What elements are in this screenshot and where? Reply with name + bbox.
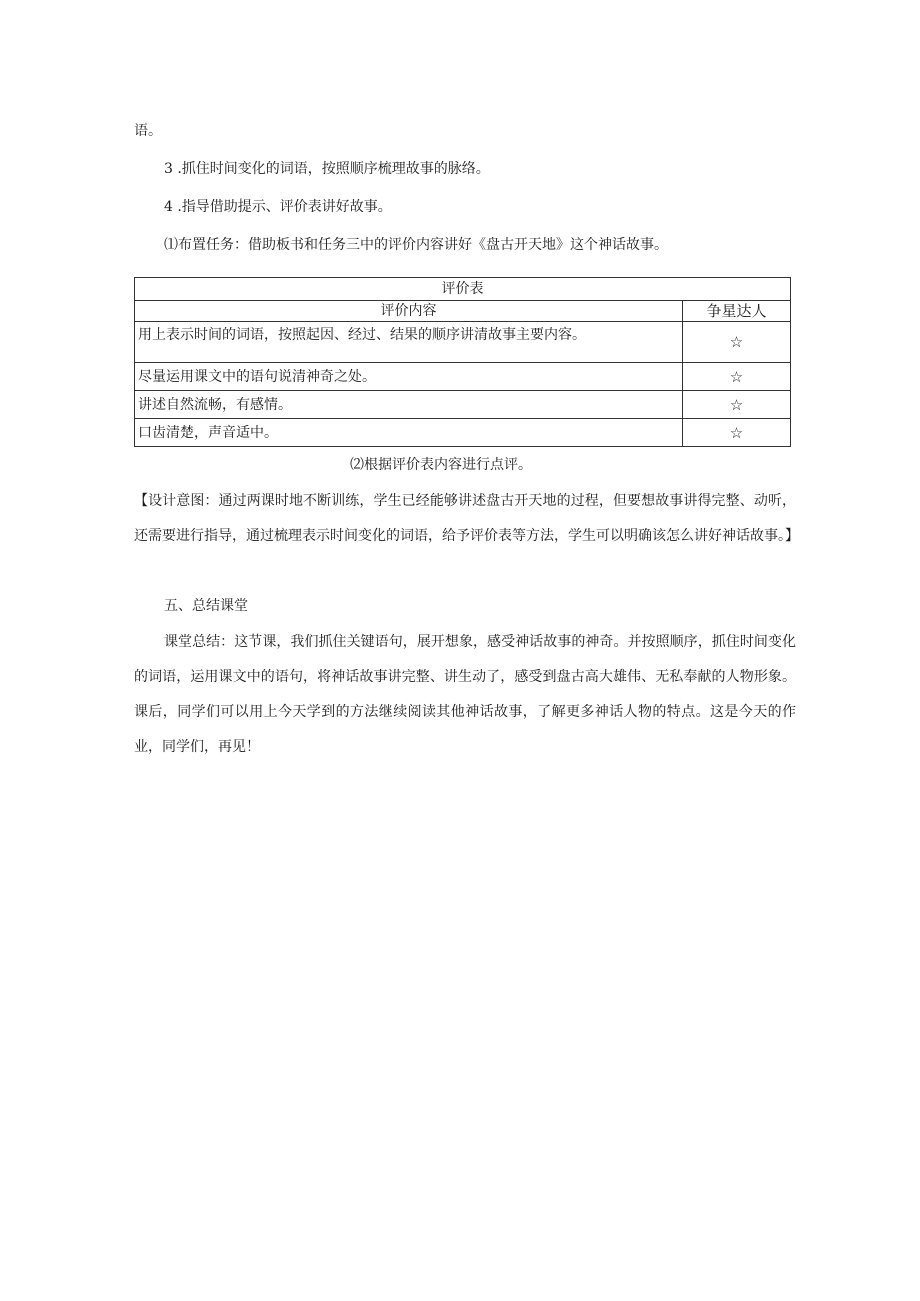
- row-content: 口齿清楚，声音适中。: [135, 419, 683, 447]
- row-content: 用上表示时间的词语，按照起因、经过、结果的顺序讲清故事主要内容。: [135, 322, 683, 363]
- table-title: 评价表: [135, 278, 791, 301]
- star-icon: ☆: [683, 322, 791, 363]
- task-1: ⑴布置任务：借助板书和任务三中的评价内容讲好《盘古开天地》这个神话故事。: [164, 237, 668, 253]
- table-row: [135, 322, 791, 363]
- header-content: 评价内容: [135, 301, 683, 322]
- step-3: 3 .抓住时间变化的词语，按照顺序梳理故事的脉络。: [164, 161, 490, 177]
- header-star: 争星达人: [683, 301, 791, 322]
- star-icon: ☆: [683, 363, 791, 391]
- task-2: ⑵根据评价表内容进行点评。: [350, 457, 532, 473]
- table-row: [135, 363, 791, 391]
- row-content: 讲述自然流畅，有感情。: [135, 391, 683, 419]
- table-row: [135, 419, 791, 447]
- row-content: 尽量运用课文中的语句说清神奇之处。: [135, 363, 683, 391]
- evaluation-table: [134, 277, 791, 447]
- section-heading: 五、总结课堂: [164, 598, 248, 614]
- step-4: 4 .指导借助提示、评价表讲好故事。: [164, 199, 392, 215]
- star-icon: ☆: [683, 419, 791, 447]
- design-intent: 【设计意图：通过两课时地不断训练，学生已经能够讲述盘古开天地的过程，但要想故事讲得完整、动听，还需要进行指导，通过梳理表示时间变化的词语，给予评价表等方法，学生可以明确该怎么讲好神话故事。】: [134, 493, 799, 544]
- star-icon: ☆: [683, 391, 791, 419]
- table-row: [135, 391, 791, 419]
- summary-paragraph: 课堂总结：这节课，我们抓住关键语句，展开想象，感受神话故事的神奇。并按照顺序，抓住时间变化的词语，运用课文中的语句，将神话故事讲完整、讲生动了，感受到盘古高大雄伟、无私奉献的人物形象。课后，同学们可以用上今天学到的方法继续阅读其他神话故事，了解更多神话人物的特点。这是今天的作业，同学们，再见！: [134, 634, 796, 755]
- text-fragment: 语。: [134, 123, 162, 139]
